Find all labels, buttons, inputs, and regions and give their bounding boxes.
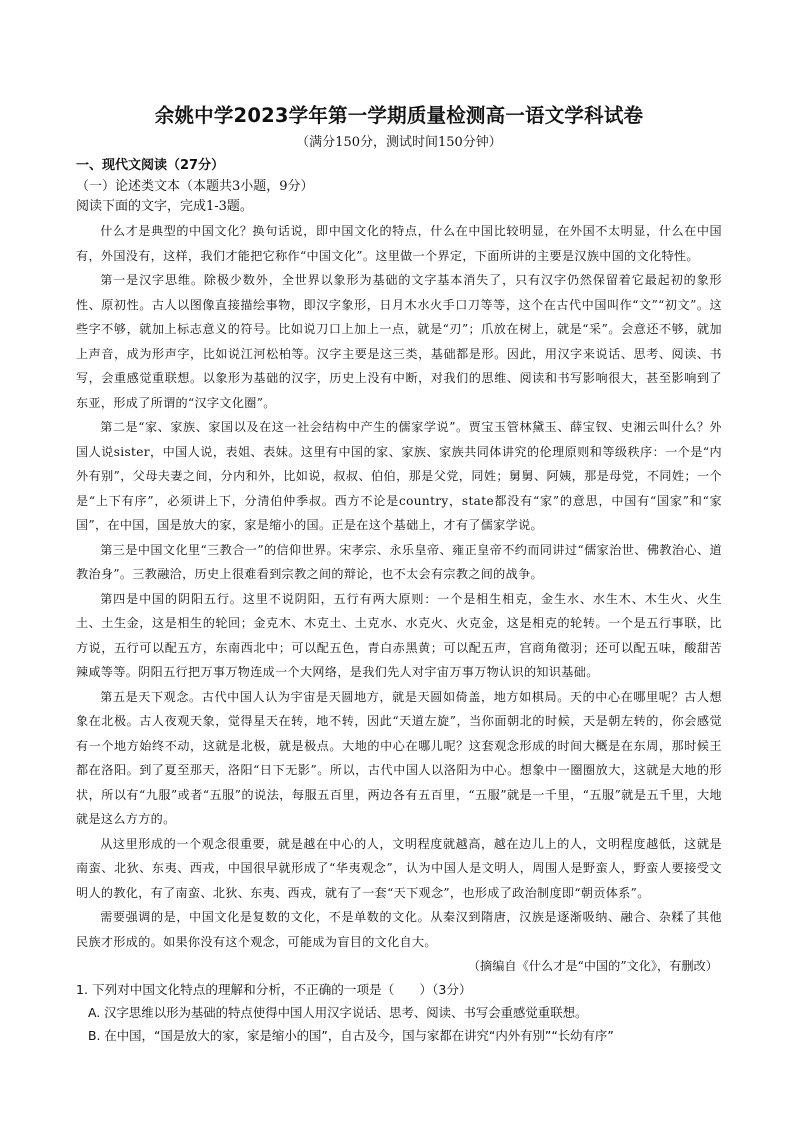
passage-paragraph: 第一是汉字思维。除极少数外，全世界以象形为基础的文字基本消失了，只有汉字仍然保留着它最起初的象形性、原初性。古人以图像直接描绘事物，即汉字象形，日月木水火手口刀等等，这个在古代中国叫作“文”“初文”。这些字不够，就加上标志意义的符号。比如说刀口上加上一点，就是“刃”；爪放在树上，就是“采”。会意还不够，就加上声音，成为形声字，比如说江河松柏等。汉字主要是这三类，基础都是形。因此，用汉字来说话、思考、阅读、书写，会重感觉重联想。以象形为基础的汉字，历史上没有中断，对我们的思维、阅读和书写影响很大，甚至影响到了东亚，形成了所谓的“汉字文化圈”。 — [76, 273, 722, 410]
option-a: A. 汉字思维以形为基础的特点使得中国人用汉字说话、思考、阅读、书写会重感觉重联想。 — [88, 1005, 588, 1020]
passage-paragraph: 第三是中国文化里“三教合一”的信仰世界。宋孝宗、永乐皇帝、雍正皇帝不约而同讲过“儒家治世、佛教治心、道教治身”。三教融洽，历史上很难看到宗教之间的辩论，也不太会有宗教之间的战争。 — [76, 542, 722, 581]
sub-heading: （一）论述类文本（本题共3小题，9分） — [76, 179, 314, 194]
question-stem: 1. 下列对中国文化特点的理解和分析，不正确的一项是（ ）（3分） — [76, 982, 472, 997]
reading-instruction: 阅读下面的文字，完成1-3题。 — [76, 199, 253, 214]
exam-page — [76, 100, 722, 1047]
passage-paragraph: 第二是“家、家族、家国以及在这一社会结构中产生的儒家学说”。贾宝玉管林黛玉、薛宝钗、史湘云叫什么？外国人说sister，中国人说，表姐、表妹。这里有中国的家、家族、家族共同体讲究的伦理原则和等级秩序：一个是“内外有别”，父母夫妻之间，分内和外，比如说，叔叔、伯伯，那是父党，同姓；舅舅、阿姨，那是母党，不同姓；一个是“上下有序”，必须讲上下，分清伯仲季叔。西方不论是country，state都没有“家”的意思，中国有“国家”和“家国”，在中国，国是放大的家，家是缩小的国。正是在这个基础上，才有了儒家学说。 — [76, 420, 722, 532]
passage — [76, 219, 722, 978]
passage-paragraph: 什么才是典型的中国文化？换句话说，即中国文化的特点，什么在中国比较明显，在外国不太明显，什么在中国有，外国没有，这样，我们才能把它称作“中国文化”。这里做一个界定，下面所讲的主要是汉族中国的文化特性。 — [76, 224, 722, 263]
exam-title: 余姚中学2023学年第一学期质量检测高一语文学科试卷 — [154, 104, 644, 127]
exam-subtitle: （满分150分，测试时间150分钟） — [296, 135, 502, 150]
passage-paragraph: 第五是天下观念。古代中国人认为宇宙是天圆地方，就是天圆如倚盖，地方如棋局。天的中心在哪里呢？古人想象在北极。古人夜观天象，觉得星天在转，地不转，因此“天道左旋”，当你面朝北的时候，天是朝左转的，你会感觉有一个地方始终不动，这就是北极，就是极点。大地的中心在哪儿呢？这套观念形成的时间大概是在东周，那时候王都在洛阳。到了夏至那天，洛阳“日下无影”。所以，古代中国人以洛阳为中心。想象中一圈圈放大，这就是大地的形状，所以有“九服”或者“五服”的说法，每服五百里，两边各有五百里，“五服”就是一千里，“五服”就是五千里，大地就是这么方方的。 — [76, 689, 722, 826]
passage-paragraph: 从这里形成的一个观念很重要，就是越在中心的人，文明程度就越高，越在边儿上的人，文明程度越低，这就是南蛮、北狄、东夷、西戎，中国很早就形成了“华夷观念”，认为中国人是文明人，周围人是野蛮人，野蛮人要接受文明人的教化，有了南蛮、北狄、东夷、西戎，就有了一套“天下观念”，也形成了政治制度即“朝贡体系”。 — [76, 836, 722, 900]
option-b: B. 在中国，“国是放大的家，家是缩小的国”，自古及今，国与家都在讲究“内外有别”“长幼有序” — [88, 1028, 614, 1043]
passage-paragraph: 第四是中国的阴阳五行。这里不说阴阳，五行有两大原则：一个是相生相克，金生水、水生木、木生火、火生土、土生金，这是相生的轮回；金克木、木克土、土克水、水克火、火克金，这是相克的轮转。一个是五行事联，比方说，五行可以配五方，东南西北中；可以配五色，青白赤黑黄；可以配五声，宫商角徵羽；还可以配五味，酸甜苦辣咸等等。阴阳五行把万事万物连成一个大网络，是我们先人对宇宙万事万物认识的知识基础。 — [76, 591, 722, 679]
section-heading: 一、现代文阅读（27分） — [76, 158, 225, 173]
passage-source: （摘编自《什么才是“中国的”文化》，有删改） — [467, 959, 718, 973]
passage-paragraph: 需要强调的是，中国文化是复数的文化，不是单数的文化。从秦汉到隋唐，汉族是逐渐吸纳、融合、杂糅了其他民族才形成的。如果你没有这个观念，可能成为盲目的文化自大。 — [76, 910, 722, 949]
question-1 — [76, 978, 722, 1047]
